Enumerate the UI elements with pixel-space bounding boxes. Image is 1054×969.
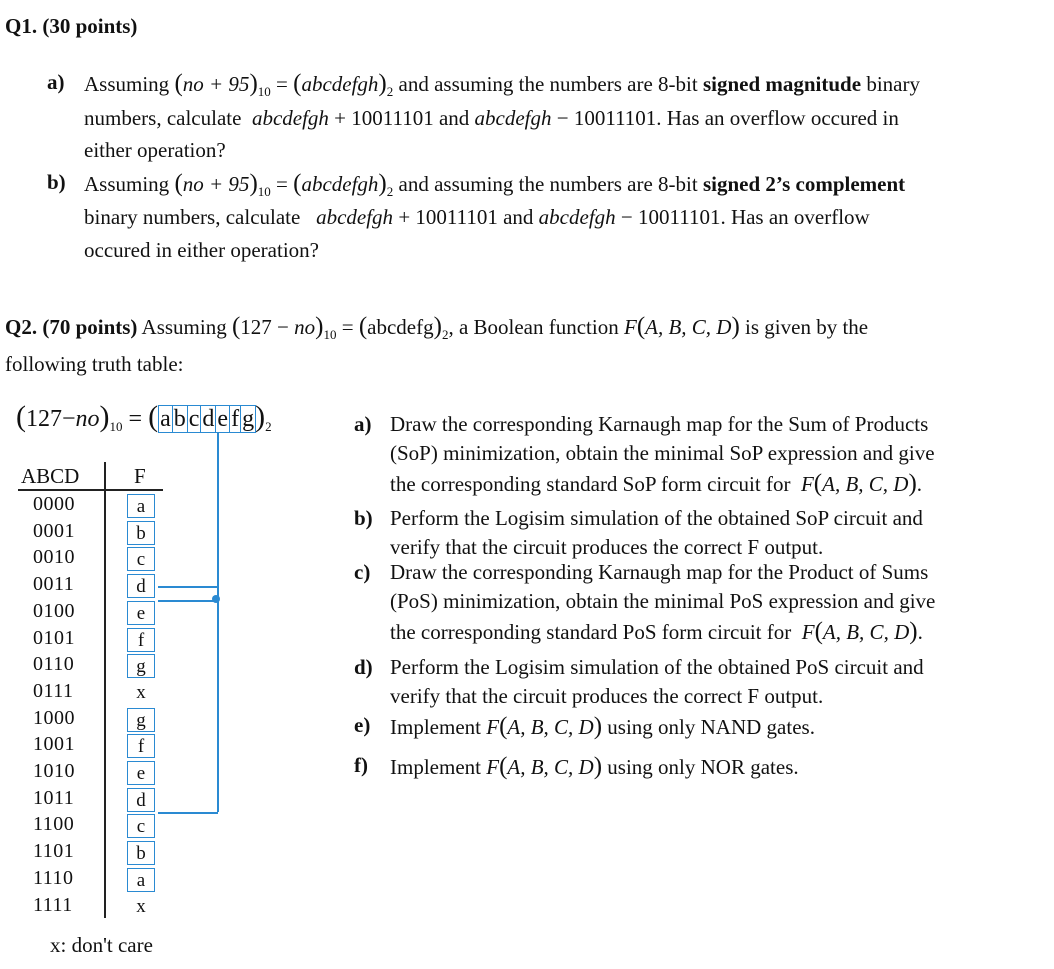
table-row-f: f <box>127 628 155 652</box>
q1-a-assuming: Assuming <box>84 72 170 96</box>
table-equation: $(127-no)_{10} = (a$ b c d e f $g)_2$ <box>16 400 272 434</box>
table-row-f: b <box>127 521 155 545</box>
table-row-abcd: 1000 <box>33 706 75 729</box>
connector-d2 <box>158 812 218 814</box>
q1-b-line1: Assuming $(no + 95)_{10}$ = $(abcdefgh)_2$ and assuming the numbers are 8-bit signed 2’s complement <box>84 170 906 199</box>
table-row-abcd: 0001 <box>33 519 75 542</box>
table-eq-sub2: 2 <box>265 419 272 434</box>
table-row-f: d <box>127 574 155 598</box>
q1-a-bold: signed magnitude <box>702 72 862 96</box>
q1-b-lhs: no + 95 <box>182 172 250 196</box>
table-row-abcd: 1010 <box>33 760 75 782</box>
q1-b-rhs: abcdefgh <box>301 172 379 196</box>
table-row-f: d <box>127 788 155 812</box>
table-row-abcd: 0011 <box>33 573 75 596</box>
q1-a-expr2: abcdefgh <box>474 106 552 130</box>
table-row-f: x <box>136 681 146 703</box>
eq-letter-a: a <box>160 406 171 432</box>
table-head-f: F <box>134 464 146 488</box>
q1-a-calc: numbers, calculate <box>84 106 242 130</box>
eq-letter-f: f <box>231 406 240 432</box>
q1-a-plus: + 10011101 and <box>334 106 470 130</box>
q1-a-line3: either operation? <box>84 138 226 162</box>
q1-b-assuming: Assuming <box>84 172 170 196</box>
table-row-f: b <box>127 841 155 865</box>
q1-b-sub2: 2 <box>386 184 394 199</box>
q2-mid: , a Boolean function <box>448 315 619 339</box>
table-row-abcd: 1001 <box>33 733 75 756</box>
table-row-abcd: 1111 <box>33 893 73 916</box>
task-line: verify that the circuit produces the correct F output. <box>390 684 824 708</box>
q1-b-line3: occured in either operation? <box>84 238 319 262</box>
table-row-abcd: 1101 <box>33 840 75 863</box>
q1-a-rhs: abcdefgh <box>301 72 379 96</box>
q1-a-mid: and assuming the numbers are 8-bit <box>398 72 698 96</box>
task-label: b) <box>354 506 373 530</box>
task-label: a) <box>354 412 372 436</box>
connector-e <box>158 600 218 602</box>
task-label: c) <box>354 560 371 584</box>
task-line: (PoS) minimization, obtain the minimal PoS expression and give <box>390 589 936 613</box>
q1-a-label: a) <box>47 70 65 94</box>
q2-rhs: abcdefg <box>367 315 434 339</box>
q2-sub2: 2 <box>441 327 449 342</box>
q1-a-end: binary <box>866 72 920 96</box>
q2-line2: following truth table: <box>5 352 184 376</box>
table-row-abcd: 1110 <box>33 866 74 889</box>
q2-end: is given by the <box>745 315 869 339</box>
q1-b-plus: + 10011101 and <box>398 205 534 229</box>
q1-a-lhs: no + 95 <box>182 72 250 96</box>
task-line: Implement F(A, B, C, D) using only NAND gates. <box>390 713 815 740</box>
task-line: the corresponding standard PoS form circuit for F(A, B, C, D). <box>390 618 923 645</box>
table-col-rule <box>104 462 106 918</box>
q2-lhs: 127 − no <box>240 315 316 339</box>
table-eq-lhs: 127−no <box>26 406 100 432</box>
eq-letter-e: e <box>217 406 229 432</box>
table-row-f: a <box>127 494 155 518</box>
connector-vertical <box>217 432 219 812</box>
table-row-abcd: 1100 <box>33 813 75 836</box>
task-line: Draw the corresponding Karnaugh map for the Product of Sums <box>390 560 929 584</box>
connector-dot <box>212 595 220 603</box>
table-row-f: c <box>127 547 155 571</box>
table-eq-letters <box>158 406 255 432</box>
eq-letter-d: d <box>202 406 215 432</box>
q2-sub10: 10 <box>323 327 337 342</box>
table-row-abcd: 0100 <box>33 599 75 622</box>
q2-args: A, B, C, D <box>645 315 732 339</box>
q1-b-minus: − 10011101. Has an overflow <box>620 205 870 229</box>
task-line: Implement F(A, B, C, D) using only NOR gates. <box>390 753 799 780</box>
q1-title: Q1. (30 points) <box>5 14 138 38</box>
table-row-abcd: 1011 <box>33 786 75 809</box>
eq-letter-b: b <box>173 406 186 432</box>
q1-b-expr1: abcdefgh <box>316 205 394 229</box>
task-label: d) <box>354 655 373 679</box>
q1-b-calc: binary numbers, calculate <box>84 205 301 229</box>
eq-letter-g: g <box>242 406 255 432</box>
task-line: the corresponding standard SoP form circuit for F(A, B, C, D). <box>390 470 923 497</box>
table-row-abcd: 0101 <box>33 626 75 649</box>
task-label: f) <box>354 753 368 777</box>
q1-b-label: b) <box>47 170 66 194</box>
table-row-f: f <box>127 734 155 758</box>
task-line: verify that the circuit produces the correct F output. <box>390 535 824 559</box>
table-row-abcd: 0111 <box>33 679 74 702</box>
table-row-f: x <box>136 895 146 917</box>
task-line: (SoP) minimization, obtain the minimal SoP expression and give <box>390 441 935 465</box>
table-row-f: g <box>127 654 155 678</box>
task-line: Draw the corresponding Karnaugh map for the Sum of Products <box>390 412 929 436</box>
table-eq-sub10: 10 <box>109 419 123 434</box>
table-row-abcd: 0000 <box>33 493 75 515</box>
eq-letter-c: c <box>188 406 200 432</box>
table-head-abcd: ABCD <box>21 464 80 488</box>
table-row-f: g <box>127 708 155 732</box>
table-row-f: a <box>127 868 155 892</box>
q1-a-sub2: 2 <box>386 84 394 99</box>
task-line: Perform the Logisim simulation of the obtained SoP circuit and <box>390 506 923 530</box>
table-row-abcd: 0010 <box>33 546 75 569</box>
q2-title: Q2. (70 points) <box>5 315 138 339</box>
q2-func: F <box>623 315 637 339</box>
q1-a-minus: − 10011101. Has an overflow occured in <box>556 106 899 130</box>
q1-a-sub10: 10 <box>257 84 271 99</box>
q2-line1: Q2. (70 points) Assuming $(127 - no)_{10}$ = $(abcdefg)_2$, a Boolean function F(A, B, C, D) is given by the <box>5 313 869 342</box>
task-label: e) <box>354 713 371 737</box>
table-head-rule <box>18 489 163 491</box>
q1-b-line2 <box>84 205 870 230</box>
q1-a-line2 <box>84 106 899 131</box>
q1-a-expr1: abcdefgh <box>251 106 329 130</box>
q2-assuming: Assuming <box>141 315 227 339</box>
connector-d <box>158 586 218 588</box>
table-row-f: c <box>127 814 155 838</box>
table-row-f: e <box>127 761 155 785</box>
task-line: Perform the Logisim simulation of the obtained PoS circuit and <box>390 655 924 679</box>
q1-a-line1: Assuming $(no + 95)_{10}$ = $(abcdefgh)_2$ and assuming the numbers are 8-bit signed magnitude binary <box>84 70 920 99</box>
table-footnote: x: don't care <box>50 933 153 957</box>
table-row-f: e <box>127 601 155 625</box>
q1-b-expr2: abcdefgh <box>538 205 616 229</box>
q1-b-sub10: 10 <box>257 184 271 199</box>
q1-b-bold: signed 2’s complement <box>702 172 906 196</box>
q1-b-mid: and assuming the numbers are 8-bit <box>398 172 698 196</box>
table-row-abcd: 0110 <box>33 653 75 676</box>
